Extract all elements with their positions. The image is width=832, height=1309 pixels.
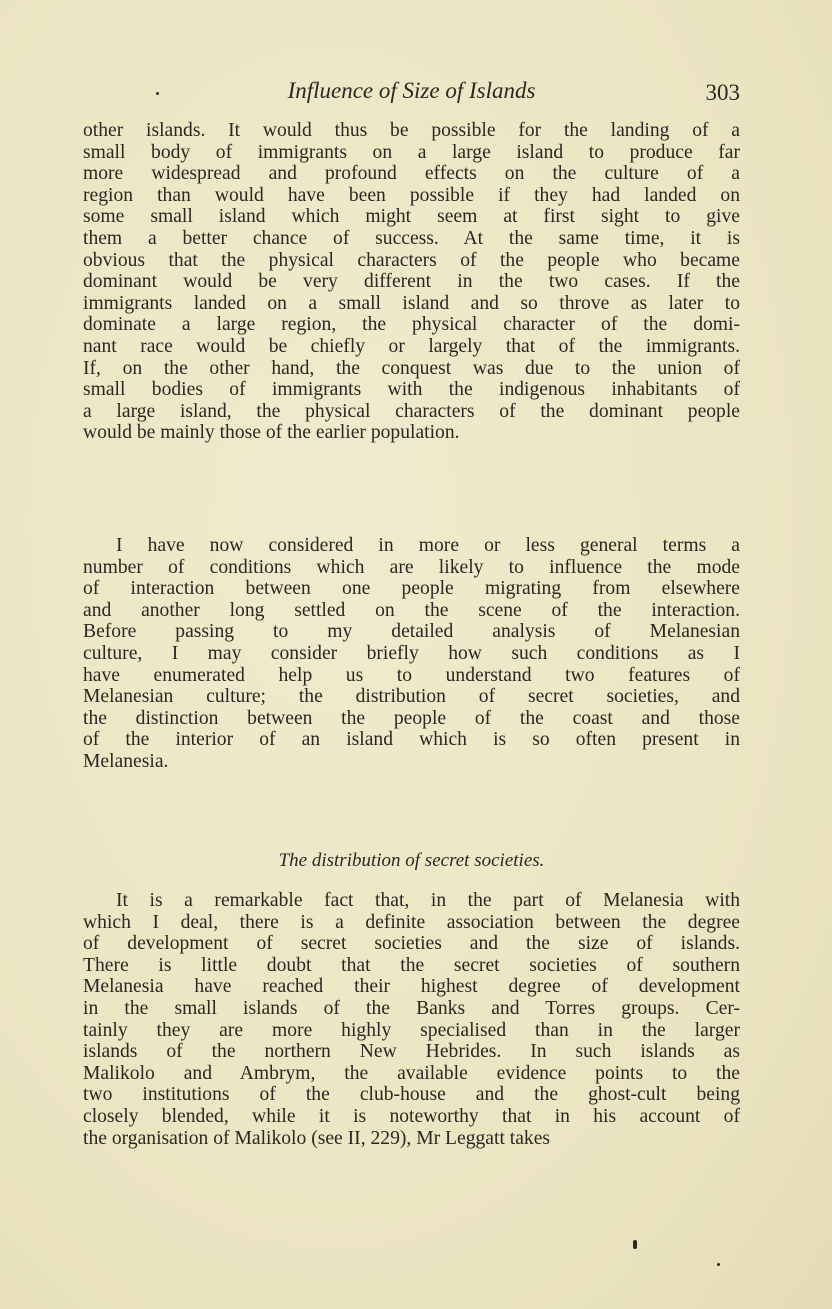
text-line: would be mainly those of the earlier population. <box>83 422 460 444</box>
text-line: nant race would be chiefly or largely that of the immigrants. <box>83 335 740 357</box>
text-line: some small island which might seem at first sight to give <box>83 206 740 228</box>
text-line: more widespread and profound effects on the culture of a <box>83 163 740 185</box>
text-line: dominate a large region, the physical character of the domi- <box>83 314 740 336</box>
text-line: closely blended, while it is noteworthy that in his account of <box>83 1105 740 1127</box>
text-line: and another long settled on the scene of the interaction. <box>83 599 740 621</box>
text-line: immigrants landed on a small island and so throve as later to <box>83 292 740 314</box>
text-line: culture, I may consider briefly how such conditions as I <box>83 642 740 664</box>
text-line: I have now considered in more or less general terms a <box>116 535 740 556</box>
text-line: dominant would be very different in the two cases. If the <box>83 271 740 293</box>
text-line: Before passing to my detailed analysis of Melanesian <box>83 621 740 643</box>
text-line: other islands. It would thus be possible for the landing of a <box>83 120 740 141</box>
text-line: number of conditions which are likely to influence the mode <box>83 556 740 578</box>
text-line: obvious that the physical characters of the people who became <box>83 249 740 271</box>
text-line: have enumerated help us to understand two features of <box>83 664 740 686</box>
scan-speck <box>717 1263 720 1266</box>
running-title: Influence of Size of Islands <box>287 78 536 103</box>
text-line: Melanesia have reached their highest degree of development <box>83 976 740 998</box>
text-line: two institutions of the club-house and the ghost-cult being <box>83 1084 740 1106</box>
scan-speck <box>633 1240 637 1249</box>
text-line: Melanesian culture; the distribution of secret societies, and <box>83 686 740 708</box>
text-line: It is a remarkable fact that, in the part of Melanesia with <box>116 890 740 911</box>
text-line: a large island, the physical characters of the dominant people <box>83 400 740 422</box>
text-line: of interaction between one people migrating from elsewhere <box>83 578 740 600</box>
text-line: region than would have been possible if they had landed on <box>83 184 740 206</box>
text-line: islands of the northern New Hebrides. In such islands as <box>83 1041 740 1063</box>
text-line: Malikolo and Ambrym, the available evidence points to the <box>83 1062 740 1084</box>
text-line: of development of secret societies and the size of islands. <box>83 933 740 955</box>
text-line: small body of immigrants on a large island to produce far <box>83 141 740 163</box>
text-line: If, on the other hand, the conquest was due to the union of <box>83 357 740 379</box>
text-line: which I deal, there is a definite association between the degree <box>83 911 740 933</box>
text-line: of the interior of an island which is so often present in <box>83 729 740 751</box>
paragraph-2 <box>83 535 740 773</box>
text-line: tainly they are more highly specialised than in the larger <box>83 1019 740 1041</box>
text-line: Melanesia. <box>83 750 169 772</box>
text-line: There is little doubt that the secret societies of southern <box>83 954 740 976</box>
section-heading: The distribution of secret societies. <box>278 850 545 871</box>
text-line: in the small islands of the Banks and Torres groups. Cer- <box>83 997 740 1019</box>
scan-speck <box>156 92 159 95</box>
paragraph-3 <box>83 890 740 1149</box>
text-line: small bodies of immigrants with the indigenous inhabitants of <box>83 379 740 401</box>
page-header <box>83 78 740 108</box>
page-number: 303 <box>705 80 740 105</box>
text-line: them a better chance of success. At the same time, it is <box>83 227 740 249</box>
paragraph-1 <box>83 120 740 444</box>
text-line: the distinction between the people of the coast and those <box>83 707 740 729</box>
text-line: the organisation of Malikolo (see II, 229), Mr Leggatt takes <box>83 1127 551 1149</box>
